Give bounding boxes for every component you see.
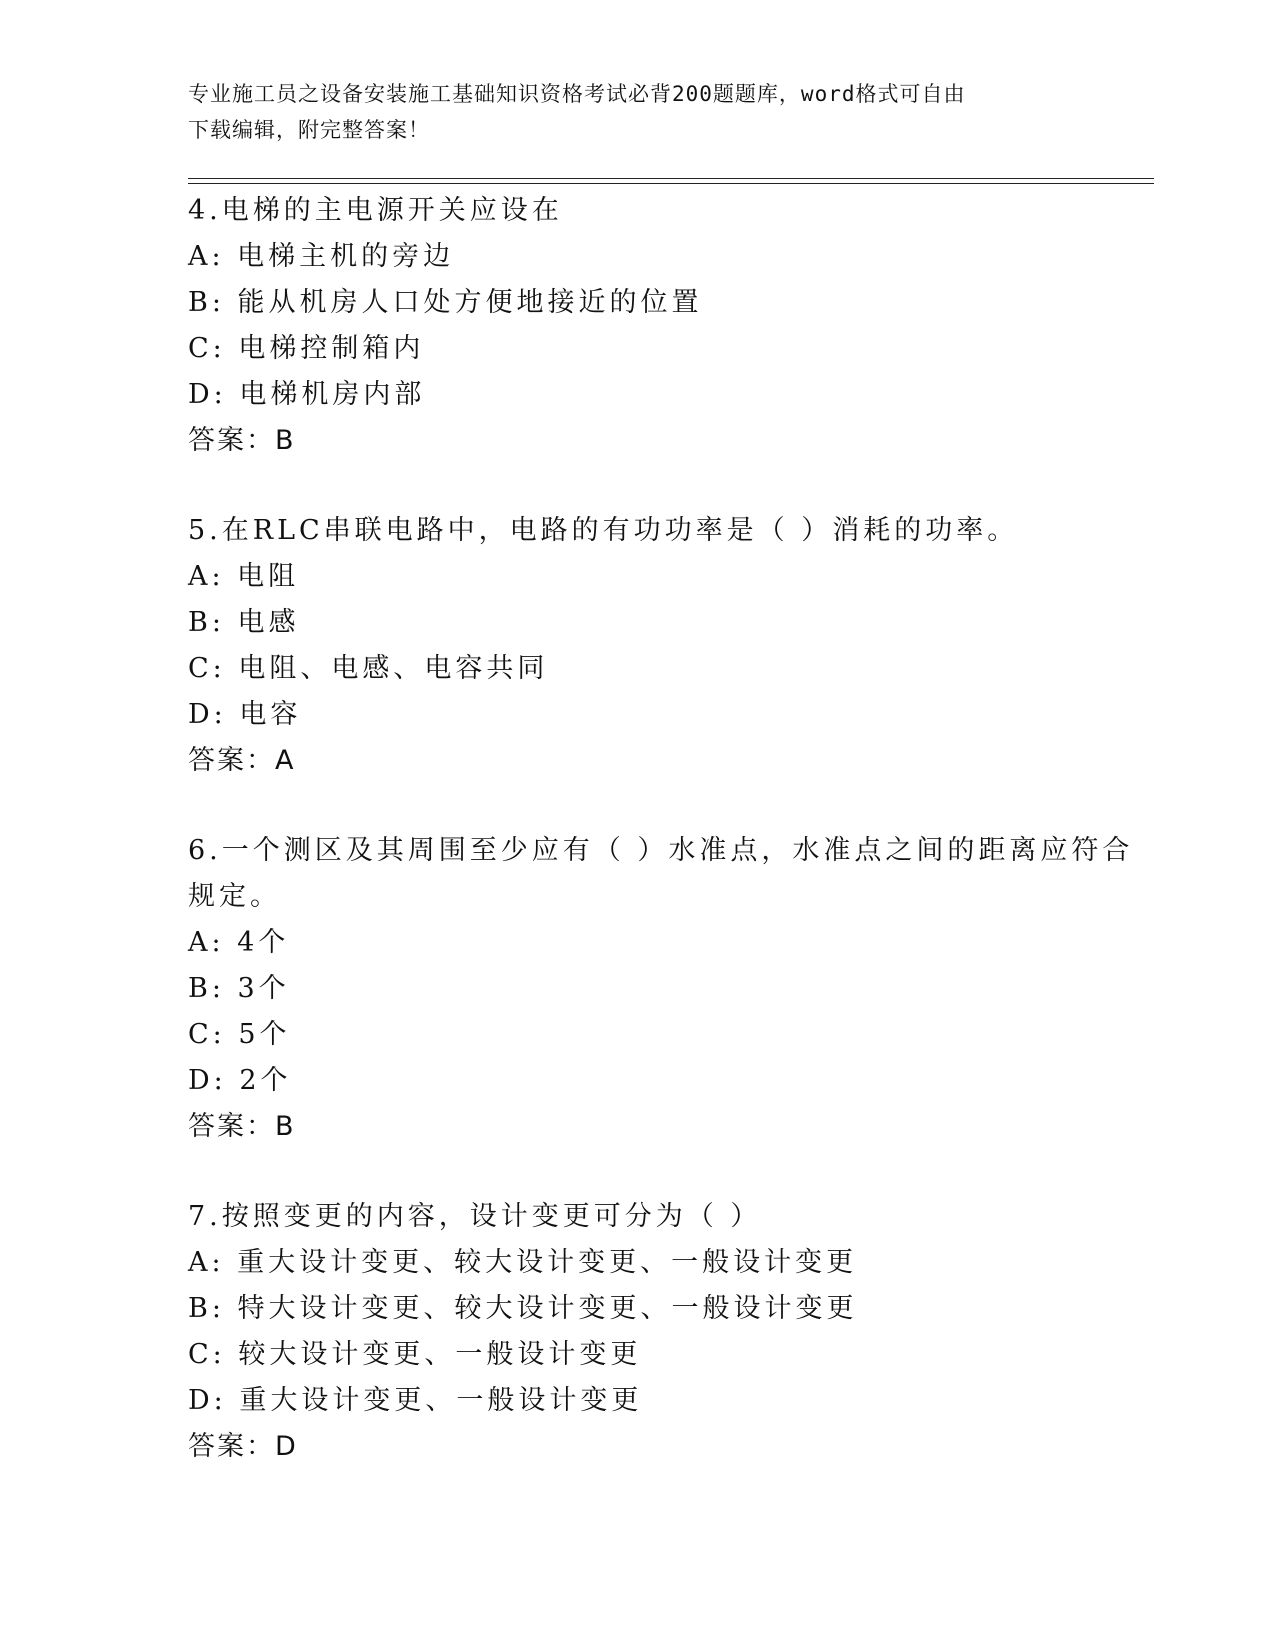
question-5 [188, 508, 1088, 784]
option-d: D: 电容 [188, 699, 302, 730]
option-c: C: 电阻、电感、电容共同 [188, 653, 549, 684]
question-stem: 7.按照变更的内容，设计变更可分为（ ） [188, 1201, 762, 1232]
option-a: A: 4个 [188, 927, 290, 958]
option-b: B: 特大设计变更、较大设计变更、一般设计变更 [188, 1293, 858, 1324]
question-stem: 4.电梯的主电源开关应设在 [188, 195, 563, 226]
question-7 [188, 1194, 1088, 1470]
answer-line: 答案：D [188, 1431, 298, 1462]
option-a: A: 电梯主机的旁边 [188, 241, 455, 272]
option-b: B: 能从机房人口处方便地接近的位置 [188, 287, 703, 318]
answer-line: 答案：B [188, 425, 296, 456]
option-c: C: 电梯控制箱内 [188, 333, 425, 364]
question-6 [188, 828, 1134, 1150]
option-c: C: 5个 [188, 1019, 291, 1050]
header-divider-bottom [188, 183, 1154, 184]
option-d: D: 重大设计变更、一般设计变更 [188, 1385, 643, 1416]
question-stem: 5.在RLC串联电路中，电路的有功功率是（ ）消耗的功率。 [188, 515, 1019, 546]
question-stem: 6.一个测区及其周围至少应有（ ）水准点，水准点之间的距离应符合 [188, 835, 1134, 866]
option-c: C: 较大设计变更、一般设计变更 [188, 1339, 642, 1370]
header-line-1: 专业施工员之设备安装施工基础知识资格考试必背200题题库，word格式可自由 [188, 82, 966, 106]
header-line-2: 下载编辑，附完整答案！ [188, 118, 430, 142]
answer-line: 答案：B [188, 1111, 296, 1142]
question-stem-continued: 规定。 [188, 881, 281, 912]
option-b: B: 3个 [188, 973, 290, 1004]
header-divider-top [188, 178, 1154, 179]
option-a: A: 电阻 [188, 561, 300, 592]
option-a: A: 重大设计变更、较大设计变更、一般设计变更 [188, 1247, 858, 1278]
option-d: D: 电梯机房内部 [188, 379, 426, 410]
option-b: B: 电感 [188, 607, 300, 638]
answer-line: 答案：A [188, 745, 296, 776]
question-4 [188, 188, 1088, 464]
document-header [188, 76, 1088, 148]
option-d: D: 2个 [188, 1065, 292, 1096]
